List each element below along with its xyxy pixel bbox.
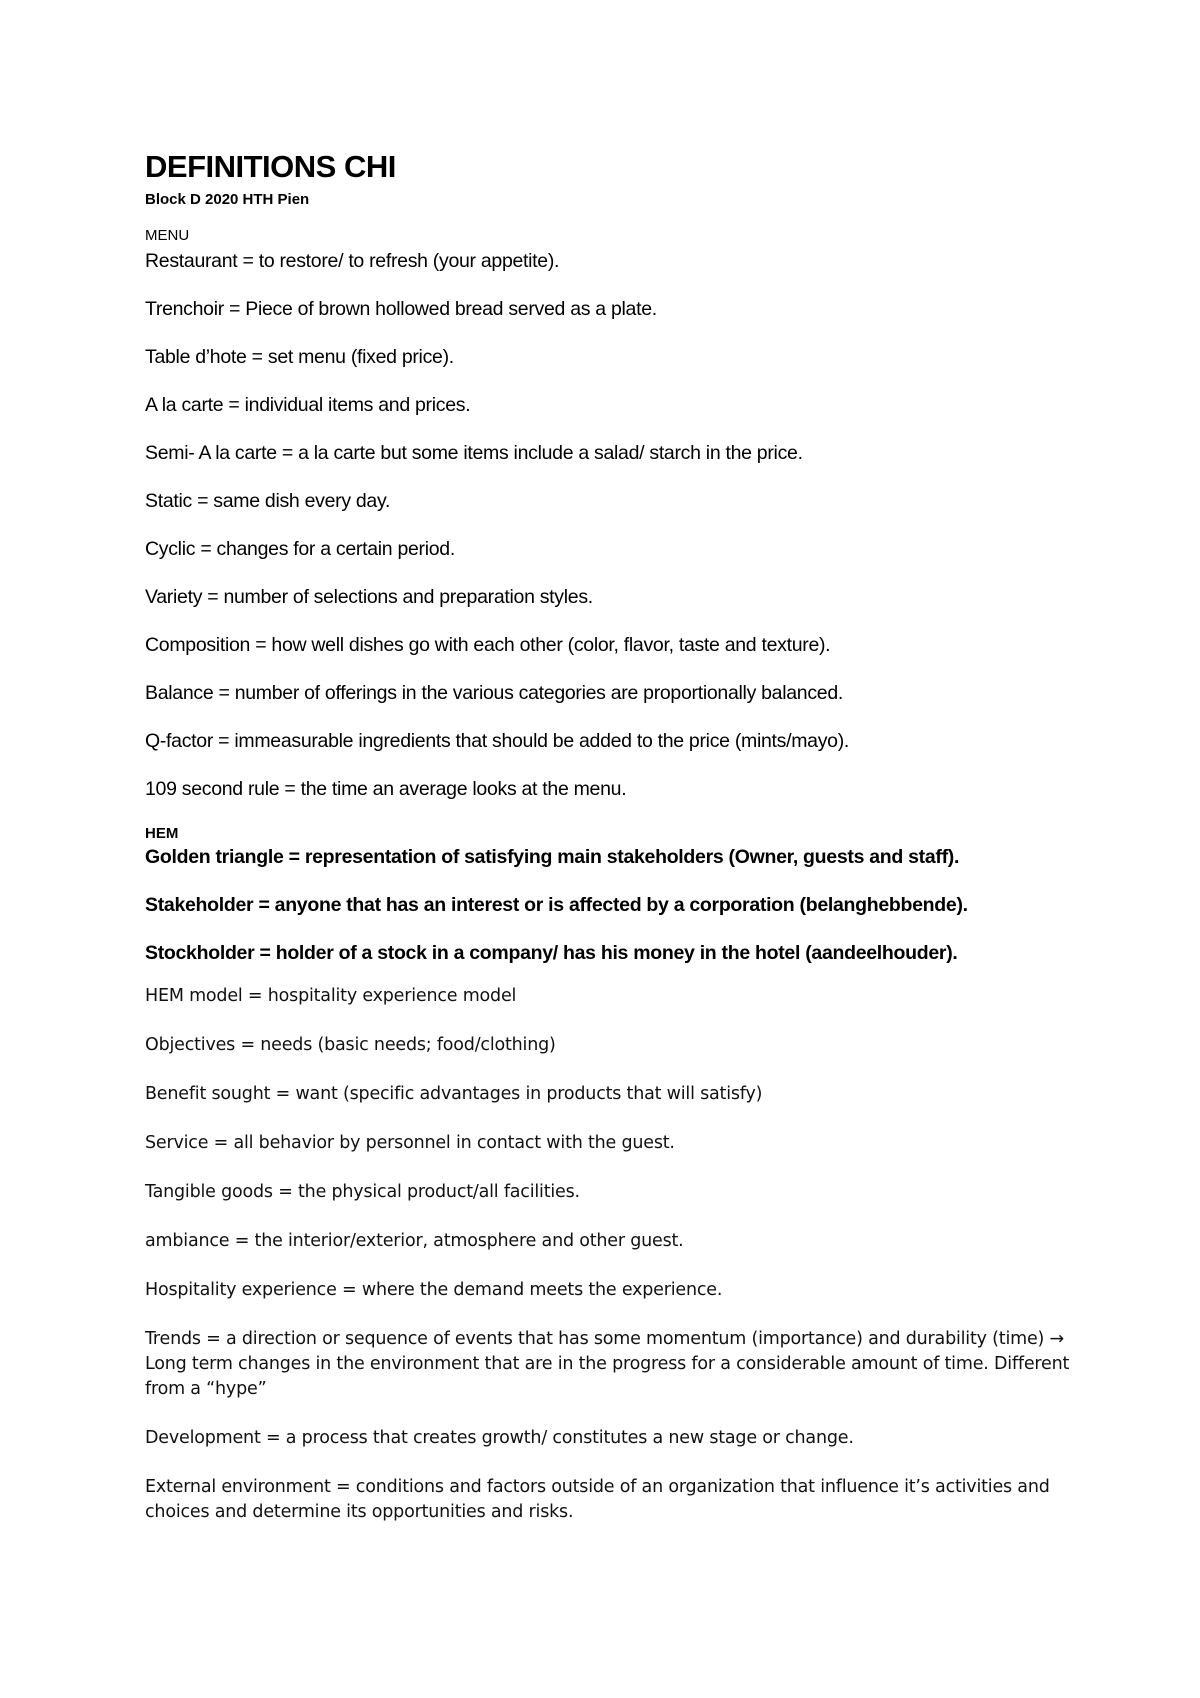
menu-heading: MENU [145,227,190,244]
definition-item: Stakeholder = anyone that has an interest or is affected by a corporation (belanghebbende). [145,894,968,916]
menu-definitions-list [145,248,1085,802]
definition-item: A la carte = individual items and prices. [145,394,471,416]
document-subtitle: Block D 2020 HTH Pien [145,191,310,208]
document-page [145,148,1085,1549]
definition-item: Semi- A la carte = a la carte but some items include a salad/ starch in the price. [145,442,803,464]
definition-item: Static = same dish every day. [145,490,391,512]
definition-item: Objectives = needs (basic needs; food/clothing) [145,1035,556,1055]
definition-item: Cyclic = changes for a certain period. [145,538,455,560]
definition-item: Stockholder = holder of a stock in a company/ has his money in the hotel (aandeelhouder). [145,942,958,964]
definition-item: Hospitality experience = where the demand meets the experience. [145,1280,723,1300]
definition-item: Balance = number of offerings in the various categories are proportionally balanced. [145,682,844,704]
definition-item: Composition = how well dishes go with each other (color, flavor, taste and texture). [145,634,831,656]
definition-item: Restaurant = to restore/ to refresh (your appetite). [145,250,560,272]
definition-item: Table d’hote = set menu (fixed price). [145,346,454,368]
definition-item: Golden triangle = representation of satisfying main stakeholders (Owner, guests and staff). [145,846,960,868]
definition-item: Trenchoir = Piece of brown hollowed bread served as a plate. [145,298,657,320]
hem-heading: HEM [145,825,179,842]
definition-item: Q-factor = immeasurable ingredients that should be added to the price (mints/mayo). [145,730,850,752]
definition-item: Benefit sought = want (specific advantages in products that will satisfy) [145,1084,763,1104]
definition-item: Development = a process that creates growth/ constitutes a new stage or change. [145,1428,854,1448]
definition-item: HEM model = hospitality experience model [145,986,517,1006]
definition-item: Tangible goods = the physical product/all facilities. [145,1182,580,1202]
definition-item: Service = all behavior by personnel in contact with the guest. [145,1133,675,1153]
hem-definitions-list [145,984,1085,1525]
hem-bold-definitions-list [145,844,1085,966]
definition-item: ambiance = the interior/exterior, atmosphere and other guest. [145,1231,684,1251]
document-title: DEFINITIONS CHI [145,149,396,184]
definition-item: External environment = conditions and factors outside of an organization that influence it’s activities and choices and determine its opportunities and risks. [145,1477,1050,1522]
definition-item: 109 second rule = the time an average looks at the menu. [145,778,627,800]
definition-item: Trends = a direction or sequence of events that has some momentum (importance) and durability (time) → Long term changes in the environment that are in the progress for a considerable amount of time. Different from a “hype” [145,1329,1070,1399]
definition-item: Variety = number of selections and preparation styles. [145,586,593,608]
